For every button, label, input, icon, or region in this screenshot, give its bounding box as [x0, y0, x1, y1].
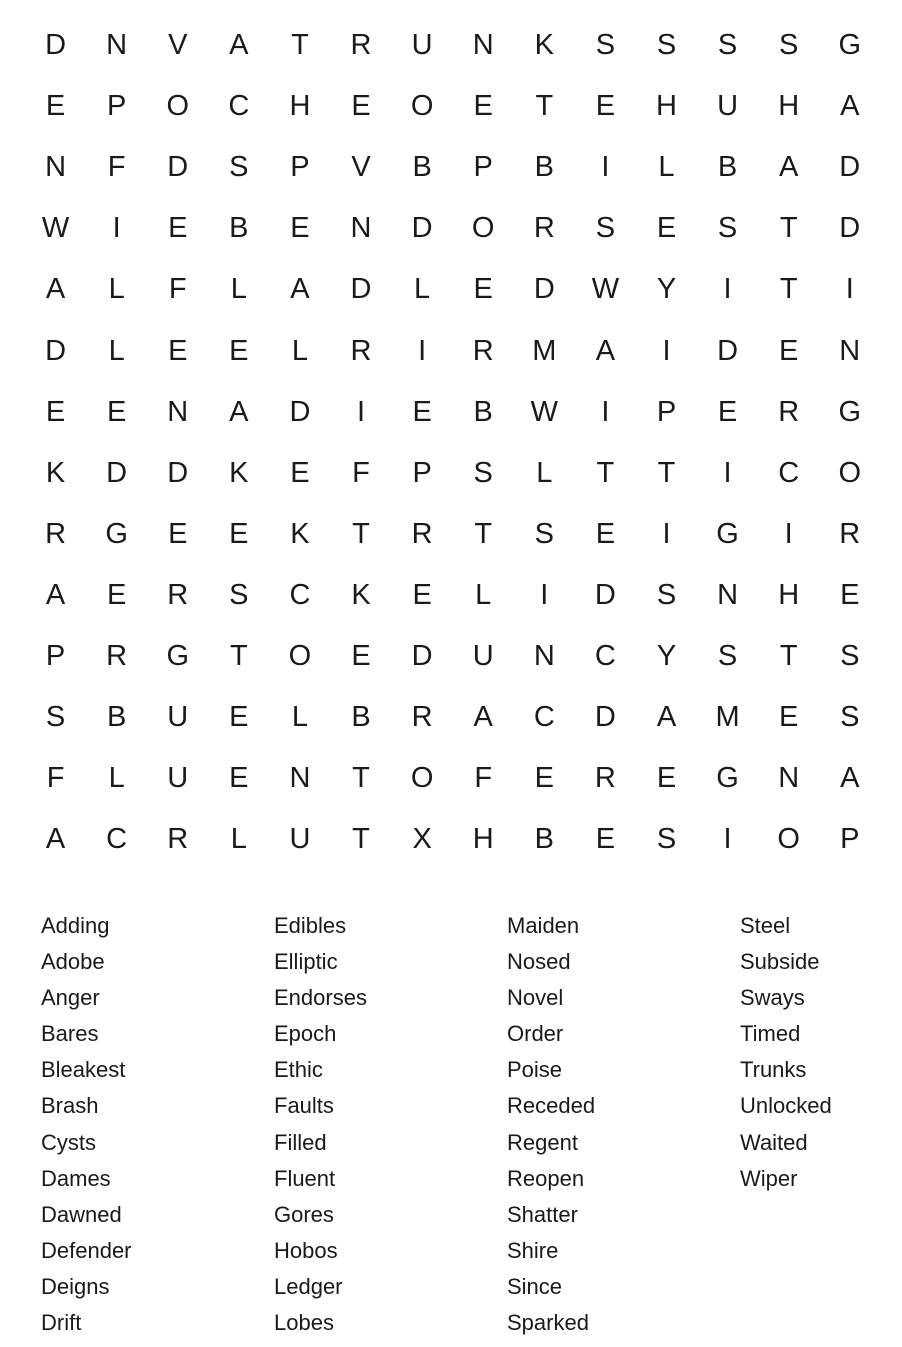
grid-cell[interactable]: T: [657, 456, 676, 489]
grid-cell[interactable]: E: [473, 90, 493, 123]
grid-cell[interactable]: G: [838, 29, 862, 62]
grid-cell[interactable]: A: [45, 578, 66, 611]
word-list-item: Shire: [507, 1237, 559, 1263]
grid-cell[interactable]: S: [656, 29, 677, 62]
word-list-item: Sparked: [507, 1310, 589, 1336]
grid-cell[interactable]: V: [351, 151, 371, 184]
grid-cell[interactable]: T: [352, 823, 370, 856]
grid-cell[interactable]: Y: [656, 639, 677, 672]
grid-cell[interactable]: I: [356, 395, 366, 428]
grid-cell[interactable]: E: [473, 273, 493, 306]
grid-cell[interactable]: D: [839, 212, 861, 245]
grid-cell[interactable]: E: [534, 762, 554, 795]
grid-cell[interactable]: E: [351, 639, 371, 672]
word-list-item: Steel: [740, 913, 791, 938]
grid-cell[interactable]: C: [594, 639, 616, 672]
grid-cell[interactable]: S: [45, 701, 66, 734]
grid-cell[interactable]: O: [471, 212, 495, 245]
grid-cell[interactable]: E: [779, 334, 799, 367]
grid-cell[interactable]: T: [352, 762, 370, 795]
grid-cell[interactable]: E: [168, 517, 188, 550]
word-list-item: Brash: [41, 1093, 99, 1119]
grid-cell[interactable]: D: [533, 273, 555, 306]
grid-cell[interactable]: T: [352, 517, 370, 550]
grid-cell[interactable]: H: [472, 823, 494, 856]
word-list-item: Dawned: [41, 1201, 122, 1227]
word-list-item: Reopen: [507, 1165, 585, 1191]
grid-cell[interactable]: A: [229, 395, 249, 428]
grid-cell[interactable]: L: [230, 823, 247, 856]
grid-cell[interactable]: B: [412, 151, 432, 184]
grid-cell[interactable]: F: [46, 762, 65, 795]
grid-cell[interactable]: A: [595, 334, 616, 367]
grid-cell[interactable]: D: [167, 456, 189, 489]
grid-cell[interactable]: L: [536, 456, 553, 489]
grid-cell[interactable]: R: [167, 823, 189, 856]
grid-cell[interactable]: D: [45, 334, 67, 367]
grid-cell[interactable]: T: [291, 29, 309, 62]
grid-cell[interactable]: E: [106, 578, 127, 611]
word-list: [41, 908, 901, 1340]
grid-cell[interactable]: B: [534, 151, 554, 184]
word-list-item: Hobos: [274, 1237, 338, 1263]
grid-cell[interactable]: R: [778, 395, 800, 428]
grid-cell[interactable]: U: [472, 639, 494, 672]
grid-cell[interactable]: P: [412, 456, 432, 489]
grid-cell[interactable]: N: [717, 578, 739, 611]
grid-cell[interactable]: D: [594, 701, 616, 734]
grid-cell[interactable]: B: [106, 701, 127, 734]
grid-cell[interactable]: S: [229, 151, 249, 184]
grid-cell[interactable]: C: [289, 578, 311, 611]
grid-cell[interactable]: L: [108, 334, 125, 367]
grid-cell[interactable]: U: [289, 823, 311, 856]
grid-cell[interactable]: T: [474, 517, 493, 550]
grid-cell[interactable]: A: [779, 151, 799, 184]
grid-cell[interactable]: E: [717, 395, 738, 428]
grid-cell[interactable]: D: [839, 151, 861, 184]
grid-cell[interactable]: S: [840, 639, 860, 672]
word-list-item: Shatter: [507, 1201, 578, 1227]
word-list-item: Subside: [740, 949, 820, 975]
word-list-item: Wiper: [740, 1165, 798, 1191]
grid-cell[interactable]: C: [533, 701, 555, 734]
grid-cell[interactable]: I: [723, 273, 732, 306]
word-list-column: [507, 908, 740, 1341]
grid-cell[interactable]: C: [778, 456, 800, 489]
grid-cell[interactable]: M: [715, 701, 740, 734]
grid-cell[interactable]: E: [45, 395, 66, 428]
grid-cell[interactable]: L: [291, 334, 308, 367]
grid-cell[interactable]: T: [535, 90, 554, 123]
grid-cell[interactable]: R: [350, 334, 372, 367]
word-list-item: Edibles: [274, 913, 347, 938]
grid-cell[interactable]: L: [108, 762, 125, 795]
word-list-item: Poise: [507, 1057, 563, 1083]
grid-cell[interactable]: O: [288, 639, 312, 672]
word-list-item: Maiden: [507, 913, 580, 938]
grid-cell[interactable]: T: [229, 639, 248, 672]
grid-cell[interactable]: A: [290, 273, 310, 306]
grid-cell[interactable]: K: [534, 29, 554, 62]
grid-cell[interactable]: M: [532, 334, 557, 367]
word-list-item: Fluent: [274, 1165, 336, 1191]
grid-cell[interactable]: K: [290, 517, 310, 550]
grid-cell[interactable]: E: [412, 395, 432, 428]
grid-cell[interactable]: O: [838, 456, 862, 489]
word-list-item: Deigns: [41, 1273, 110, 1299]
grid-cell[interactable]: C: [106, 823, 128, 856]
grid-cell[interactable]: R: [411, 517, 433, 550]
word-list-item: Novel: [507, 985, 564, 1011]
grid-cell[interactable]: N: [45, 151, 67, 184]
grid-cell[interactable]: W: [591, 273, 620, 306]
word-list-item: Sways: [740, 985, 805, 1011]
grid-cell[interactable]: D: [411, 639, 433, 672]
grid-cell[interactable]: P: [45, 639, 66, 672]
grid-cell[interactable]: T: [779, 212, 798, 245]
grid-cell[interactable]: K: [229, 456, 249, 489]
grid-cell[interactable]: E: [229, 517, 249, 550]
grid-cell[interactable]: V: [168, 29, 188, 62]
word-list-item: Faults: [274, 1093, 334, 1119]
grid-cell[interactable]: E: [595, 823, 616, 856]
grid-cell[interactable]: L: [475, 578, 492, 611]
word-list-item: Ethic: [274, 1057, 323, 1083]
word-list-item: Nosed: [507, 949, 571, 975]
word-list-item: Epoch: [274, 1021, 337, 1047]
grid-cell[interactable]: E: [229, 701, 249, 734]
grid-cell[interactable]: D: [594, 578, 616, 611]
grid-cell[interactable]: S: [717, 212, 738, 245]
grid-cell[interactable]: E: [840, 578, 860, 611]
grid-cell[interactable]: N: [350, 212, 372, 245]
grid-cell[interactable]: O: [410, 762, 434, 795]
grid-cell[interactable]: E: [45, 90, 66, 123]
grid-cell[interactable]: D: [167, 151, 189, 184]
word-list-item: Endorses: [274, 985, 367, 1011]
word-list-item: Adobe: [41, 949, 105, 975]
grid-cell[interactable]: F: [168, 273, 187, 306]
word-list-item: Bares: [41, 1021, 99, 1047]
grid-cell[interactable]: H: [656, 90, 677, 123]
grid-cell[interactable]: E: [595, 517, 616, 550]
grid-cell[interactable]: O: [777, 823, 800, 856]
grid-cell[interactable]: H: [778, 90, 800, 123]
grid-cell[interactable]: T: [779, 273, 798, 306]
grid-cell[interactable]: R: [411, 701, 433, 734]
grid-cell[interactable]: E: [106, 395, 127, 428]
grid-cell[interactable]: I: [723, 823, 732, 856]
grid-cell[interactable]: E: [168, 334, 188, 367]
grid-cell[interactable]: E: [351, 90, 371, 123]
grid-cell[interactable]: E: [412, 578, 432, 611]
grid-cell[interactable]: T: [779, 639, 798, 672]
grid-cell[interactable]: U: [167, 762, 189, 795]
grid-cell[interactable]: B: [351, 701, 371, 734]
word-list-item: Filled: [274, 1129, 327, 1155]
word-list-column: [740, 908, 900, 1341]
word-list-item: Order: [507, 1021, 564, 1047]
grid-cell[interactable]: D: [717, 334, 739, 367]
grid-cell[interactable]: A: [45, 823, 66, 856]
word-list-item: Cysts: [41, 1129, 96, 1155]
grid-cell[interactable]: H: [778, 578, 800, 611]
grid-cell[interactable]: T: [596, 456, 615, 489]
word-list-item: Trunks: [740, 1057, 807, 1083]
word-list-item: Elliptic: [274, 949, 338, 975]
grid-cell[interactable]: R: [350, 29, 372, 62]
grid-cell[interactable]: D: [45, 29, 67, 62]
word-list-item: Waited: [740, 1129, 808, 1155]
grid-cell[interactable]: S: [717, 29, 738, 62]
word-list-item: Bleakest: [41, 1057, 126, 1083]
grid-cell[interactable]: R: [594, 762, 616, 795]
grid-cell[interactable]: I: [784, 517, 793, 550]
grid-cell[interactable]: H: [289, 90, 311, 123]
grid-cell[interactable]: P: [840, 823, 860, 856]
grid-cell[interactable]: A: [656, 701, 677, 734]
grid-cell[interactable]: N: [106, 29, 128, 62]
grid-cell[interactable]: S: [656, 578, 677, 611]
grid-cell[interactable]: D: [350, 273, 372, 306]
grid-cell[interactable]: U: [717, 90, 739, 123]
grid-cell[interactable]: P: [290, 151, 310, 184]
grid-cell[interactable]: G: [716, 762, 739, 795]
word-list-item: Since: [507, 1273, 563, 1299]
grid-cell[interactable]: L: [658, 151, 675, 184]
grid-cell[interactable]: Y: [656, 273, 677, 306]
grid-cell[interactable]: A: [229, 29, 249, 62]
word-list-item: Gores: [274, 1201, 334, 1227]
grid-cell[interactable]: I: [662, 517, 671, 550]
grid-cell[interactable]: I: [723, 456, 732, 489]
grid-cell[interactable]: N: [167, 395, 189, 428]
grid-cell[interactable]: P: [656, 395, 677, 428]
word-list-item: Drift: [41, 1310, 82, 1336]
grid-cell[interactable]: E: [229, 762, 249, 795]
word-list-item: Defender: [41, 1237, 132, 1263]
grid-cell[interactable]: A: [840, 762, 860, 795]
grid-cell[interactable]: S: [229, 578, 249, 611]
grid-cell[interactable]: D: [411, 212, 433, 245]
grid-cell[interactable]: U: [411, 29, 433, 62]
grid-cell[interactable]: I: [662, 334, 671, 367]
grid-cell[interactable]: O: [166, 90, 190, 123]
grid-cell[interactable]: E: [290, 212, 310, 245]
grid-cell[interactable]: E: [779, 701, 799, 734]
grid-cell[interactable]: R: [167, 578, 189, 611]
grid-cell[interactable]: S: [595, 212, 616, 245]
grid-cell[interactable]: E: [229, 334, 249, 367]
grid-cell[interactable]: N: [289, 762, 311, 795]
grid-cell[interactable]: I: [540, 578, 549, 611]
grid-cell[interactable]: S: [840, 701, 860, 734]
grid-cell[interactable]: N: [533, 639, 555, 672]
grid-cell[interactable]: S: [473, 456, 493, 489]
grid-cell[interactable]: A: [840, 90, 860, 123]
grid-cell[interactable]: R: [106, 639, 128, 672]
letter-grid: [25, 15, 880, 870]
grid-cell[interactable]: R: [839, 517, 861, 550]
grid-cell[interactable]: S: [595, 29, 616, 62]
grid-cell[interactable]: I: [418, 334, 427, 367]
grid-cell[interactable]: W: [530, 395, 558, 428]
grid-cell[interactable]: L: [230, 273, 247, 306]
grid-cell[interactable]: S: [717, 639, 738, 672]
grid-cell[interactable]: B: [717, 151, 738, 184]
word-list-column: [274, 908, 507, 1341]
grid-cell[interactable]: G: [105, 517, 128, 550]
word-list-item: Regent: [507, 1129, 578, 1155]
grid-cell[interactable]: L: [414, 273, 431, 306]
grid-cell[interactable]: E: [656, 762, 677, 795]
grid-cell[interactable]: S: [656, 823, 677, 856]
grid-cell[interactable]: I: [845, 273, 854, 306]
grid-cell[interactable]: E: [168, 212, 188, 245]
grid-cell[interactable]: E: [595, 90, 616, 123]
grid-cell[interactable]: E: [290, 456, 310, 489]
grid-cell[interactable]: S: [779, 29, 799, 62]
grid-cell[interactable]: G: [716, 517, 739, 550]
grid-cell[interactable]: A: [473, 701, 493, 734]
grid-cell[interactable]: S: [534, 517, 554, 550]
grid-cell[interactable]: P: [106, 90, 127, 123]
word-list-item: Lobes: [274, 1310, 334, 1336]
grid-cell[interactable]: C: [228, 90, 250, 123]
grid-cell[interactable]: A: [45, 273, 66, 306]
grid-cell[interactable]: W: [41, 212, 70, 245]
grid-cell[interactable]: F: [474, 762, 493, 795]
grid-cell[interactable]: F: [352, 456, 370, 489]
grid-cell[interactable]: P: [473, 151, 493, 184]
word-list-item: Dames: [41, 1165, 111, 1191]
grid-cell[interactable]: I: [112, 212, 121, 245]
grid-cell[interactable]: D: [106, 456, 128, 489]
grid-cell[interactable]: N: [839, 334, 861, 367]
grid-cell[interactable]: R: [472, 334, 494, 367]
grid-cell[interactable]: L: [108, 273, 125, 306]
grid-cell[interactable]: R: [45, 517, 67, 550]
word-list-item: Unlocked: [740, 1093, 832, 1119]
word-list-item: Adding: [41, 913, 110, 938]
grid-cell[interactable]: I: [601, 151, 610, 184]
grid-cell[interactable]: K: [45, 456, 66, 489]
grid-cell[interactable]: D: [289, 395, 311, 428]
grid-cell[interactable]: N: [778, 762, 800, 795]
grid-cell[interactable]: U: [167, 701, 189, 734]
word-list-item: Ledger: [274, 1273, 343, 1299]
word-list-item: Receded: [507, 1093, 596, 1119]
grid-cell[interactable]: G: [838, 395, 862, 428]
grid-cell[interactable]: F: [107, 151, 126, 184]
grid-cell[interactable]: L: [291, 701, 308, 734]
grid-cell[interactable]: B: [229, 212, 249, 245]
word-list-column: [41, 908, 274, 1341]
word-list-item: Timed: [740, 1021, 801, 1047]
grid-cell[interactable]: B: [534, 823, 554, 856]
grid-cell[interactable]: K: [351, 578, 371, 611]
grid-cell[interactable]: N: [472, 29, 494, 62]
grid-cell[interactable]: R: [533, 212, 555, 245]
grid-cell[interactable]: G: [166, 639, 190, 672]
grid-cell[interactable]: E: [656, 212, 677, 245]
grid-cell[interactable]: X: [412, 823, 432, 856]
word-list-item: Anger: [41, 985, 100, 1011]
grid-cell[interactable]: O: [410, 90, 434, 123]
grid-cell[interactable]: B: [473, 395, 493, 428]
grid-cell[interactable]: I: [601, 395, 610, 428]
